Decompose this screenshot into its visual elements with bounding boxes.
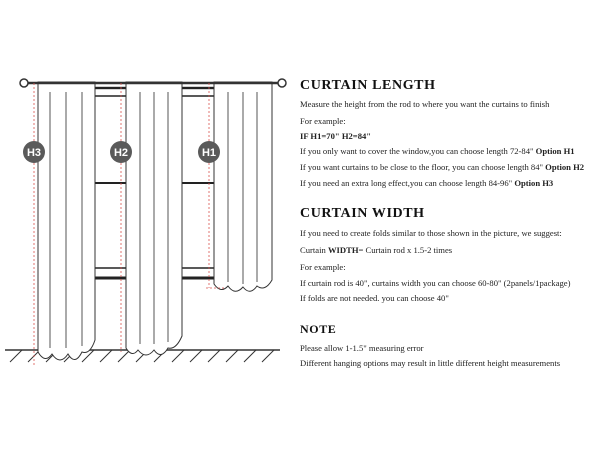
length-heading: CURTAIN LENGTH [300,78,436,93]
width-example-1: If curtain rod is 40", curtains width you can choose 60-80" (2panels/1package) [300,278,571,288]
length-example-label: For example: [300,116,346,126]
note-heading: NOTE [300,322,337,336]
width-heading: CURTAIN WIDTH [300,206,425,221]
note-line-2: Different hanging options may result in little different height measurements [300,358,561,368]
length-option-1: If you only want to cover the window,you can choose length 72-84" Option H1 [300,146,575,156]
marker-h2-label: H2 [113,147,129,159]
marker-h3 [23,141,45,163]
width-example-2: If folds are not needed. you can choose 40" [300,293,449,303]
curtain-panel-h2 [126,82,182,355]
width-intro: If you need to create folds similar to those shown in the picture, we suggest: [300,228,562,238]
curtain-panel-h1 [214,82,272,291]
length-example-values: IF H1=70" H2=84" [300,131,372,141]
marker-h1 [198,141,220,163]
note-line-1: Please allow 1-1.5" measuring error [300,343,424,353]
length-option-2: If you want curtains to be close to the floor, you can choose length 84" Option H2 [300,162,585,172]
marker-h3-label: H3 [26,147,42,159]
marker-h2 [110,141,132,163]
width-formula: Curtain WIDTH= Curtain rod x 1.5-2 times [300,245,453,255]
marker-h1-label: H1 [201,147,217,159]
curtain-panel-h3 [38,82,95,360]
length-intro: Measure the height from the rod to where you want the curtains to finish [300,99,550,109]
width-example-label: For example: [300,262,346,272]
length-option-3: If you need an extra long effect,you can choose length 84-96" Option H3 [300,178,554,188]
